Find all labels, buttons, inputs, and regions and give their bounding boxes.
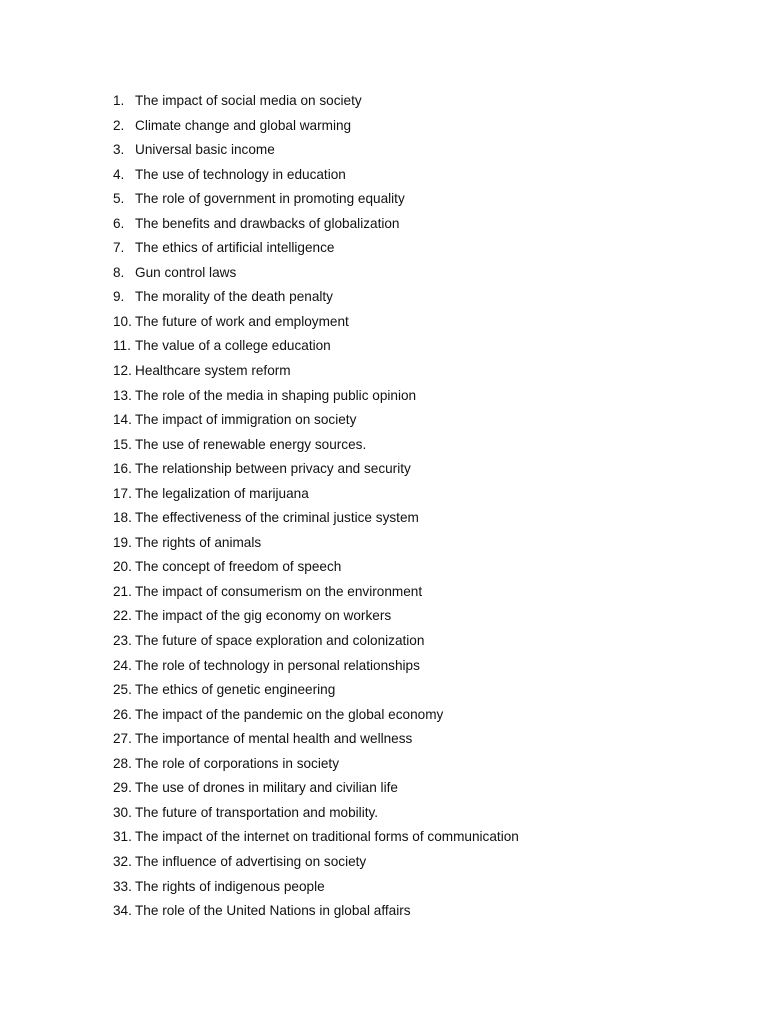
list-item: [113, 508, 519, 533]
list-item-number: 9.: [113, 289, 125, 305]
list-item-text: The impact of consumerism on the environment: [135, 583, 423, 599]
list-item-text: The role of the United Nations in global affairs: [135, 903, 411, 919]
list-item: [113, 484, 519, 509]
list-item-number: 7.: [113, 240, 125, 256]
list-item-text: The use of technology in education: [135, 166, 346, 182]
list-item: [113, 557, 519, 582]
list-item: [113, 336, 519, 361]
list-item-text: The rights of indigenous people: [135, 878, 325, 894]
list-item: [113, 214, 519, 239]
list-item-number: 5.: [113, 191, 125, 207]
list-item-number: 27.: [113, 731, 132, 747]
list-item-number: 14.: [113, 412, 132, 428]
list-item-number: 8.: [113, 264, 125, 280]
list-item: [113, 656, 519, 681]
list-item-number: 12.: [113, 363, 132, 379]
list-item-text: Universal basic income: [135, 142, 275, 158]
list-item-text: The ethics of genetic engineering: [135, 682, 336, 698]
list-item: [113, 705, 519, 730]
list-item-number: 1.: [113, 93, 125, 108]
list-item-text: The effectiveness of the criminal justice system: [135, 510, 419, 526]
list-item-number: 21.: [113, 583, 132, 599]
list-item-text: The rights of animals: [135, 534, 262, 550]
list-item-number: 31.: [113, 829, 132, 845]
list-item-text: The use of renewable energy sources.: [135, 436, 367, 452]
list-item: [113, 116, 519, 141]
list-item: [113, 533, 519, 558]
list-item-text: The importance of mental health and wellness: [135, 731, 413, 747]
list-item: [113, 165, 519, 190]
list-item-text: The future of work and employment: [135, 313, 349, 329]
list-item-text: The role of corporations in society: [135, 755, 340, 771]
list-item: [113, 778, 519, 803]
list-item-text: The role of government in promoting equality: [135, 191, 405, 207]
list-item: [113, 238, 519, 263]
list-item-text: The morality of the death penalty: [135, 289, 333, 305]
list-item-number: 13.: [113, 387, 132, 403]
list-item-text: Climate change and global warming: [135, 117, 352, 133]
list-item-number: 22.: [113, 608, 132, 624]
list-item-text: The ethics of artificial intelligence: [135, 240, 335, 256]
list-item: [113, 91, 519, 116]
list-item-number: 32.: [113, 853, 132, 869]
list-item-text: Healthcare system reform: [135, 363, 291, 379]
list-item: [113, 852, 519, 877]
list-item: [113, 754, 519, 779]
list-item: [113, 140, 519, 165]
list-item-number: 4.: [113, 166, 125, 182]
list-item-number: 17.: [113, 485, 132, 501]
list-item-text: The impact of the gig economy on workers: [135, 608, 392, 624]
list-item-number: 30.: [113, 804, 132, 820]
list-item-text: The concept of freedom of speech: [135, 559, 342, 575]
list-item-text: Gun control laws: [135, 264, 237, 280]
list-item: [113, 189, 519, 214]
list-item: [113, 386, 519, 411]
list-item-number: 15.: [113, 436, 132, 452]
list-item: [113, 582, 519, 607]
list-item-number: 10.: [113, 313, 132, 329]
list-item-number: 34.: [113, 903, 132, 919]
list-item: [113, 435, 519, 460]
list-item-text: The impact of the internet on traditional forms of communication: [135, 829, 519, 845]
list-item: [113, 312, 519, 337]
list-item-number: 19.: [113, 534, 132, 550]
list-item-text: The future of transportation and mobility.: [135, 804, 379, 820]
list-item-number: 16.: [113, 461, 132, 477]
list-item-number: 6.: [113, 215, 125, 231]
list-item: [113, 729, 519, 754]
list-item-text: The impact of social media on society: [135, 93, 362, 108]
list-item: [113, 680, 519, 705]
list-item: [113, 901, 519, 926]
list-item: [113, 459, 519, 484]
list-item-text: The value of a college education: [135, 338, 331, 354]
list-item: [113, 287, 519, 312]
list-item: [113, 803, 519, 828]
list-item: [113, 410, 519, 435]
list-item-number: 26.: [113, 706, 132, 722]
list-item-number: 18.: [113, 510, 132, 526]
list-item-text: The future of space exploration and colonization: [135, 633, 425, 649]
list-item-text: The influence of advertising on society: [135, 853, 367, 869]
list-item-number: 25.: [113, 682, 132, 698]
list-item-number: 20.: [113, 559, 132, 575]
list-item: [113, 631, 519, 656]
list-item-text: The relationship between privacy and security: [135, 461, 411, 477]
list-item-text: The legalization of marijuana: [135, 485, 309, 501]
list-item-text: The role of technology in personal relationships: [135, 657, 420, 673]
list-item-number: 3.: [113, 142, 125, 158]
list-item-number: 23.: [113, 633, 132, 649]
list-item-number: 11.: [113, 338, 131, 354]
list-item: [113, 606, 519, 631]
list-item-number: 29.: [113, 780, 132, 796]
list-item-text: The use of drones in military and civilian life: [135, 780, 398, 796]
list-item-text: The role of the media in shaping public opinion: [135, 387, 417, 403]
list-item-number: 24.: [113, 657, 132, 673]
list-item-text: The impact of immigration on society: [135, 412, 357, 428]
list-item-text: The impact of the pandemic on the global economy: [135, 706, 444, 722]
list-item: [113, 263, 519, 288]
list-item-number: 33.: [113, 878, 132, 894]
list-item-number: 28.: [113, 755, 132, 771]
list-item-number: 2.: [113, 117, 125, 133]
topic-list: [113, 91, 519, 926]
list-item-text: The benefits and drawbacks of globalization: [135, 215, 400, 231]
list-item: [113, 877, 519, 902]
list-item: [113, 361, 519, 386]
list-item: [113, 827, 519, 852]
